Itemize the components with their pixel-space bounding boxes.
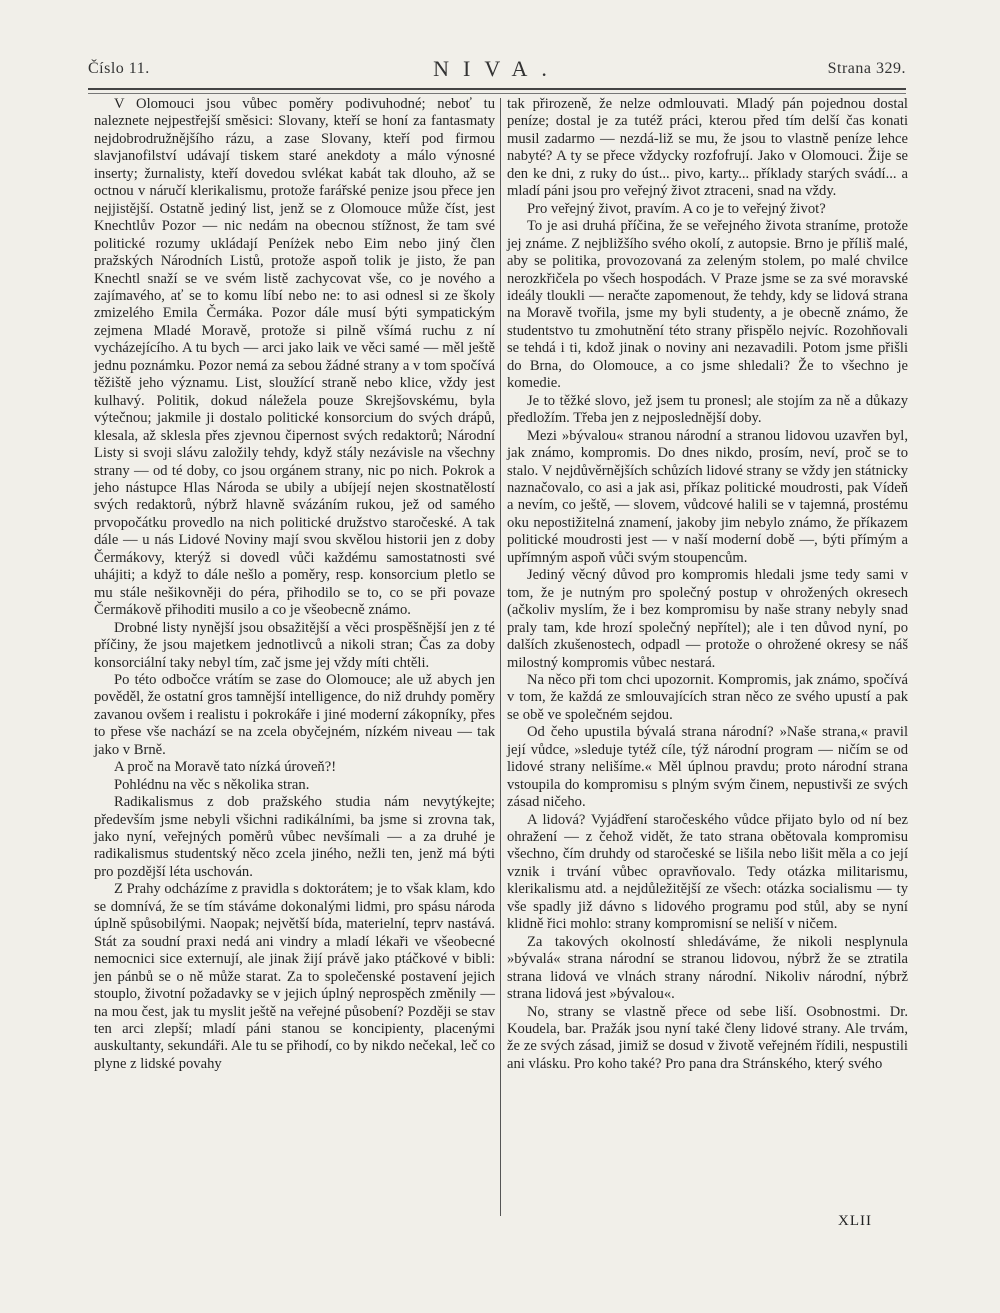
paragraph: Po této odbočce vrátím se zase do Olomouce; ale už abych jen pověděl, že ostatní gros tamnější intelligence, do niž druhdy poměry zavanou ovšem i realistu i pokrokáře i jiné moderní zákopníky, přes to přese vše nachází se na zcela obyčejném, nízkém niveau — tak jako v Brně. [94,671,495,758]
paragraph: Z Prahy odcházíme z pravidla s doktorátem; je to však klam, kdo se domnívá, že se tím stáváme dokonalými lidmi, pro spásu národa úplně spůsobilými. Naopak; největší bída, materielní, teprv nastává. Stát za soudní praxi nedá ani vindry a mladí lékaři ve všeobecné nemocnici sice externují, ale jinak žijí právě jako ptáčkové v bibli: jen pánbů se o ně může starat. Za to společenské postavení jejich stouplo, životní požadavky se v jejich úplný neprospěch změnily — na mou čest, jak tu myslit ještě na veřejné působení? Později se stav ten arci zlepší; mladí páni stanou se koncipienty, placenými auskultanty, sekundáři. Ale tu se přihodí, co by nikdo nečekal, leč co plyne z lidské povahy [94,881,495,1072]
left-column [94,96,495,1073]
journal-title: NIVA. [433,56,561,81]
paragraph: A proč na Moravě tato nízká úroveň?! [114,759,337,776]
paragraph: Je to těžké slovo, jež jsem tu pronesl; ale stojím za ně a důkazy předložím. Třeba jen z nejposlednější doby. [507,392,908,427]
paragraph: Pro veřejný život, pravím. A co je to veřejný život? [527,200,826,217]
paragraph: tak přirozeně, že nelze odmlouvati. Mladý pán pojednou dostal peníze; dostal je za tutéž práci, kterou před tím delší čas konati musil zadarmo — nezdá-liž se mu, že jsou to vlastně peníze lehce nabyté? A ty se přece vždycky rozfofrují. Jako v Olomouci. Žije se den ke dni, z ruky do úst... pivo, karty... příklady starých svádí... a mladí páni jsou pro veřejný život ztraceni, snad na vždy. [507,96,908,200]
paragraph: No, strany se vlastně přece od sebe liší. Osobnostmi. Dr. Koudela, bar. Pražák jsou nyní také členy lidové strany. Ale trvám, že ze svých zásad, jimiž se dosud v životě veřejném řídili, nespustili ani vlásku. Pro koho také? Pro pana dra Stránského, který svého [507,1003,908,1072]
paragraph: Od čeho upustila bývalá strana národní? »Naše strana,« pravil její vůdce, »sleduje tytéž cíle, týž národní program — ničím se od lidové strany nelišíme.« Měl úplnou pravdu; proto národní strana vstoupila do kompromisu s plným svým činem, nepustivši ze svých zásad ničeho. [507,724,908,811]
signature-mark: XLII [838,1213,872,1229]
paragraph: Drobné listy nynější jsou obsažitější a věci prospěšnější jen z té příčiny, že jsou majetkem jednotlivců a nikoli stran; Čas za doby konsorciální taky nebyl tím, zač jsme jej vždy míti chtěli. [94,619,495,671]
paragraph: Za takových okolností shledáváme, že nikoli nesplynula »bývalá« strana národní se stranou lidovou, nýbrž že se ztratila strana lidová ve vlnách strany národní. Nikoliv národní, nýbrž strana lidová jest »bývalou«. [507,933,908,1003]
paragraph: V Olomouci jsou vůbec poměry podivuhodné; neboť tu naleznete nejpestřejší směsici: Slovany, kteří se honí za fantasmaty nejdobrodružnějšího rázu, a zase Slovany, kteří pod firmou slavjanofilství udávají tiskem staré anekdoty a málo výnosné inserty; žurnalisty, kteří dovedou svlékat kabát tak dlouho, až se octnou v náručí klerikalismu, protože farářské penize jsou přece jen nejjistější. Ostatně jediný list, jenž se z Olomouce může číst, jest Knechtlův Pozor — nic nedám na obecnou stížnost, že tam své politické rozumy ukládají Peníżek nebo Eim nebo jiný člen pražských Národních Listů, protože aspoň tolik je jisto, že pan Knechtl snaží se ve svém listě zachycovat vše, co je nového a zajímavého, ať se to komu líbí nebo ne: to asi odnesl si ze školy zmizelého Emila Čermáka. Pozor dále musí býti sympatickým zejmena Mladé Moravě, protože si pilně všímá ruchu z ní vycházejícího. A tu bych — arci jako laik ve věci samé — měl ještě jednu poznámku. Pozor nemá za sebou žádné strany a v tom spočívá těžiště jeho významu. List, sloužící straně nebo klice, vždy jest kulhavý. Politik, dokud náležela pouze Skrejšovskému, byla výtečnou; jakmile ji dostalo politické konsorcium do svých drápů, klesala, až sklesla přes zjevnou čipernost svých redaktorů; Národní Listy si svoji slávu založily tehdy, když stály nezávisle na všechny strany — od té doby, co jsou orgánem strany, nic po nich. Pokrok a jeho nástupce Hlas Národa se ubily a ubíjejí nejen skostnatělostí svých redaktorů, nýbrž hlavně svázáním rukou, jež od samého prvopočátku provedlo na nich politické družstvo staročeské. A tak dále — u nás Lidové Noviny mají svou skvělou historii jen z doby Čermákovy, kterýž si dovedl vůči každému samostatnosti své uhájiti; a když to dále nešlo a poměry, resp. konsorcium pletlo se mu stále nešikovněji do péra, přihodilo se to, co se při povaze Čermákově přihoditi musilo a co je všeobecně známo. [94,96,495,619]
paragraph: Na něco při tom chci upozornit. Kompromis, jak známo, spočívá v tom, že každá ze smlouvajících stran něco ze svého upustí a pak se obě ve společném sejdou. [507,671,908,723]
column-divider [500,98,501,1216]
paragraph: Jediný věcný důvod pro kompromis hledali jsme tedy sami v tom, že je nutným pro společný postup v ohrožených okresech (ačkoliv myslím, že i bez kompromisu by naše strany nebyly snad praly tam, kde hrozí společný nepřítel); ale i ten důvod nyní, po dalších zkušenostech, odpadl — protože o ohrožené okresy se náš milostný kompromis vůbec nestará. [507,567,908,671]
paragraph: Radikalismus z dob pražského studia nám nevytýkejte; především jsme nebyli všichni radikálními, ba jsme si zrovna tak, jako nyní, veřejných poměrů vůbec nevšímali — a za druhé je radikalismus studentský něco zcela jiného, nežli ten, jenž má býti pro pozdější léta uschován. [94,794,495,880]
paragraph: Mezi »bývalou« stranou národní a stranou lidovou uzavřen byl, jak známo, kompromis. Do dnes nikdo, prosím, neví, proč se to stalo. V nejdůvěrnějších schůzích lidové strany se vždy jen státnicky naznačovalo, co asi a jak asi, příkaz politické moudrosti, pak Vídeň a nevím, co ještě, — slovem, vůdcové halili se v tajemná, prostému oku nepostižitelná znamení, jakoby jim nebylo známo, že příkazem politické moudrosti jest — v naší moderní době —, býti přímým a upřímným aspoň vůči svým stoupencům. [507,427,908,566]
paragraph: To je asi druhá příčina, že se veřejného života straníme, protože jej známe. Z nejbližšího svého okolí, z autopsie. Brno je příliš malé, aby se politika, provozovaná za zeleným stolem, po malé chvilce nerozkřičela po všech hospodách. V Praze jsme se za své moravské ideály tloukli — neračte zapomenout, že tehdy, kdy se lidová strana na Moravě tvořila, jsme my byli studenty, a je obecně známo, že studentstvo tu zmohutnění této strany přispělo nejvíc. Rozohňovali se tehdá i ti, kdož jinak o noviny ani nezavadili. Potom jsme přišli do Brna, do Olomouce, a co jsme shledali? Že to všechno je komedie. [507,218,908,392]
page-number: Strana 329. [827,60,906,77]
right-column [507,96,908,1073]
paragraph: A lidová? Vyjádření staročeského vůdce přijato bylo od ní bez ohražení — z čehož vidět, že tato strana obětovala kompromisu všechno, čím druhdy od staročeské se lišila nebo lišit měla a co její vznik i trvání vůbec opravňovalo. Tedy otázka militarismu, klerikalismu atd. a nejdůležitější ze všech: otázka socialismu — ty vše spadly již dávno s lidového programu pod stůl, aby se nyní klidně řici mohlo: strany kompromisní se neliší v ničem. [507,811,908,933]
running-header [88,58,906,84]
paragraph: Pohlédnu na věc s několika stran. [114,776,310,793]
header-rule [88,88,906,94]
issue-number: Číslo 11. [88,60,150,77]
